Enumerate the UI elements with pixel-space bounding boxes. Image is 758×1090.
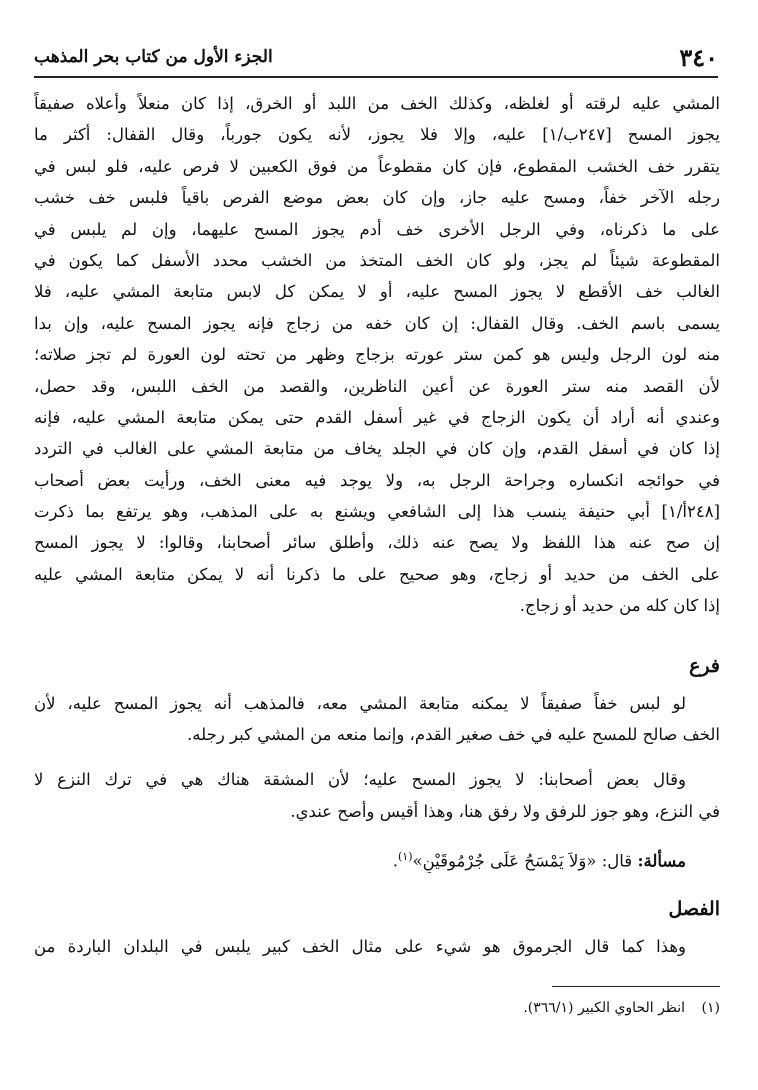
paragraph-1 — [34, 88, 720, 622]
text-line: وعندي أنه أراد أن يكون الزجاج في غير أسفل القدم حتى يمكن متابعة المشي عليه، فإنه — [34, 407, 720, 427]
footnote-text: انظر الحاوي الكبير (٣٦٦/١). — [523, 1000, 686, 1016]
paragraph-4: وهذا كما قال الجرموق هو شيء على مثال الخف كبير يلبس في البلدان الباردة من — [34, 936, 686, 956]
text-line: إذا كان كله من حديد أو زجاج. — [519, 596, 720, 616]
text-line: الخف صالح للمسح عليه في خف صغير القدم، وإنما منعه من المشي كبر رجله. — [187, 725, 720, 745]
text-line: على ما ذكرناه، وفي الرجل الأخرى خف أدم يجوز المسح عليهما، وإن لم يلبس في — [34, 219, 720, 239]
text-line: إذا كان في أسفل القدم، وإن كان في الجلد يخاف من متابعة المشي على الغالب في التردد — [34, 439, 720, 459]
running-title: الجزء الأول من كتاب بحر المذهب — [34, 47, 273, 67]
spacer — [34, 827, 720, 841]
spacer — [34, 750, 720, 764]
spacer — [34, 873, 720, 887]
main-text — [34, 88, 720, 962]
footnote — [40, 996, 720, 1020]
text-line: المقطوعة شيئاً لم يجز، ولو كان الخف المتخذ من الخشب محدد الأسفل كما يكون في — [34, 250, 720, 270]
section-heading-far: فرع — [689, 654, 720, 677]
issue-text: قال: «وَلاَ يَمْسَحُ عَلَى جُرْمُوقَيْنِ» — [412, 851, 633, 871]
paragraph-2 — [34, 688, 720, 751]
issue-label: مسألة: — [637, 851, 686, 871]
text-line: في النزع، وهو جوز للرفق ولا رفق هنا، وهذا أقيس وأصح عندي. — [290, 801, 720, 821]
footnote-marker: (١) — [398, 850, 413, 864]
text-line: لأن القصد منه ستر العورة عن أعين الناظرين، والقصد من الخف اللبس، وقد حصل، — [34, 376, 720, 396]
page-header — [34, 40, 718, 74]
text-line: الغالب خف الأقطع لا يجوز المسح عليه، أو لا يمكن كل لابس متابعة المشي عليه، فلا — [34, 282, 720, 302]
header-divider — [34, 76, 718, 78]
footnote-divider — [552, 986, 720, 987]
page-number: ٣٤٠ — [679, 42, 718, 72]
text-line: على الخف من حديد أو زجاج، وهو صحيح على ما ذكرنا أنه لا يمكن متابعة المشي عليه — [34, 564, 720, 584]
text-line: يجوز المسح [٢٤٧ب/١] عليه، وإلا فلا يجوز، لأنه يكون جورباً، وقال القفال: أكثر ما — [34, 125, 720, 145]
text-line: لو لبس خفاً صفيقاً لا يمكنه متابعة المشي معه، فالمذهب أنه يجوز المسح عليه، لأن — [34, 693, 686, 713]
section-heading-fasl: الفصل — [668, 897, 720, 920]
text-line: إن صح عنه هذا اللفظ ولا يصح عنه ذلك، وأطلق سائر أصحابنا، وقالوا: لا يجوز المسح — [34, 533, 720, 553]
text-line: يسمى باسم الخف. وقال القفال: إن كان خفه من زجاج فإنه يجوز المسح عليه، وإن بدا — [34, 313, 720, 333]
text-line: [٢٤٨أ/١] أبي حنيفة ينسب هذا إلى الشافعي ويشنع به على المذهب، وهو يرتفع بما ذكرت — [34, 502, 720, 522]
text-line: منه لون الرجل وليس هو كمن ستر عورته بزجاج وظهر من تحته لون العورة لم تجز صلاته؛ — [34, 345, 720, 365]
paragraph-3 — [34, 764, 720, 827]
text-line: رجله الآخر خفاً، ومسح عليه جاز، وإن كان بعض موضع الفرص باقياً فلبس خف خشب — [34, 188, 720, 208]
text-line: وقال بعض أصحابنا: لا يجوز المسح عليه؛ لأن المشقة هناك هي في ترك النزع لا — [34, 770, 686, 790]
footnote-number: (١) — [701, 1000, 720, 1016]
text-line: في حوائجه انكساره وجراحة الرجل به، ولا يوجد فيه معنى الخف، ورأيت بعض أصحاب — [34, 470, 720, 490]
text-line: المشي عليه لرقته أو لغلظه، وكذلك الخف من اللبد أو الخرق، إذا كان منعلاً وأعلاه صفيقاً — [34, 94, 720, 113]
issue-line: مسألة: قال: «وَلاَ يَمْسَحُ عَلَى جُرْمُوقَيْنِ»$^{(١)}$. — [392, 850, 686, 871]
spacer — [34, 622, 720, 644]
text-line: يتقرر خف الخشب المقطوع، فإن كان مقطوعاً من فوق الكعبين لا فرص عليه، فلو لبس في — [34, 156, 720, 176]
